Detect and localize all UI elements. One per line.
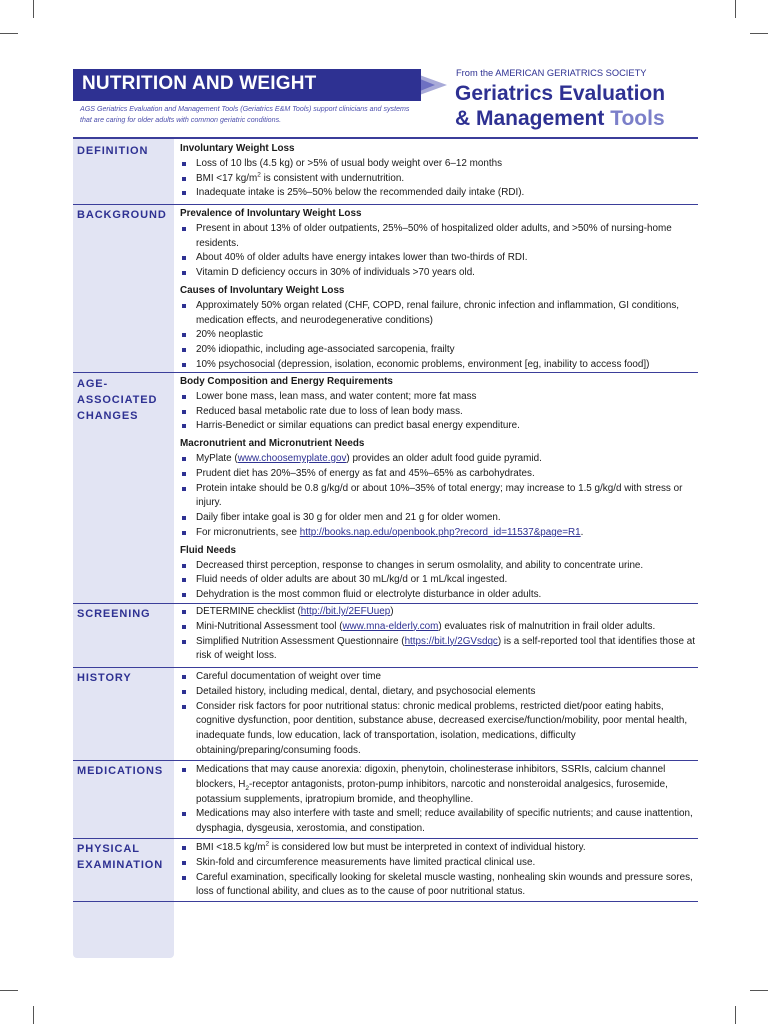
subheading: Body Composition and Energy Requirements — [180, 376, 393, 387]
list-item: Reduced basal metabolic rate due to loss of lean body mass. — [180, 405, 698, 420]
section-label-medications: MEDICATIONS — [77, 765, 164, 777]
list-item: MyPlate (www.choosemyplate.gov) provides an older adult food guide pyramid. — [180, 452, 698, 467]
list-item: Protein intake should be 0.8 g/kg/d or about 10%–35% of total energy; may increase to 1.5 g/kg/d with stress or injury. — [180, 482, 698, 512]
subheading: Causes of Involuntary Weight Loss — [180, 284, 345, 296]
list-item: Dehydration is the most common fluid or electrolyte disturbance in older adults. — [180, 588, 698, 603]
list-item: Lower bone mass, lean mass, and water content; more fat mass — [180, 390, 698, 405]
section-divider — [73, 204, 698, 205]
section-label-background: BACKGROUND — [77, 209, 167, 221]
list-item: Loss of 10 lbs (4.5 kg) or >5% of usual body weight over 6–12 months — [180, 157, 698, 172]
list-item: About 40% of older adults have energy intakes lower than two-thirds of RDI. — [180, 251, 698, 266]
list-item: 20% idiopathic, including age-associated sarcopenia, frailty — [180, 343, 698, 358]
brand-from: From the AMERICAN GERIATRICS SOCIETY — [456, 68, 647, 78]
list-item: Careful examination, specifically looking for skeletal muscle wasting, nonhealing skin wounds and pressure sores, loss of functional ability, and clues as to the cause of poor nutritional status. — [180, 871, 698, 901]
sidebar — [73, 137, 174, 958]
section-divider — [73, 901, 698, 902]
list-item: Prudent diet has 20%–35% of energy as fat and 45%–65% as carbohydrates. — [180, 467, 698, 482]
list-item: Daily fiber intake goal is 30 g for older men and 21 g for older women. — [180, 511, 698, 526]
crop-mark — [750, 990, 768, 991]
section-label-definition: DEFINITION — [77, 145, 149, 157]
section-divider — [73, 760, 698, 761]
page-title: NUTRITION AND WEIGHT — [82, 73, 317, 94]
list-item: For micronutrients, see http://books.nap.edu/openbook.php?record_id=11537&page=R1. — [180, 526, 698, 541]
crop-mark — [33, 1006, 34, 1024]
section-background — [180, 207, 698, 373]
list-item: BMI <18.5 $kg/m^2$ is considered low but must be interpreted in context of individual history. — [180, 841, 698, 856]
subheading: Macronutrient and Micronutrient Needs — [180, 438, 365, 450]
section-divider — [73, 838, 698, 839]
determine-checklist-link[interactable]: http://bit.ly/2EFUuep — [300, 606, 391, 617]
list-item: BMI <17 $kg/m^2$ is consistent with undernutrition. — [180, 172, 698, 187]
choosemyplate-link[interactable]: www.choosemyplate.gov — [237, 452, 347, 464]
crop-mark — [735, 1006, 736, 1024]
mna-elderly-link[interactable]: www.mna-elderly.com — [342, 620, 439, 632]
section-screening — [180, 605, 698, 664]
section-divider — [73, 603, 698, 604]
list-item: Fluid needs of older adults are about 30 mL/kg/d or 1 mL/kcal ingested. — [180, 573, 698, 588]
list-item: 20% neoplastic — [180, 328, 698, 343]
list-item: DETERMINE checklist (http://bit.ly/2EFUuep) — [180, 605, 698, 620]
list-item: Harris-Benedict or similar equations can predict basal energy expenditure. — [180, 419, 698, 434]
section-label-age-changes: AGE- ASSOCIATED CHANGES — [77, 378, 158, 422]
section-label-screening: SCREENING — [77, 608, 151, 620]
list-item: 10% psychosocial (depression, isolation, economic problems, environment [eg, inability to access food]) — [180, 358, 698, 373]
list-item: Careful documentation of weight over time — [180, 670, 698, 685]
section-medications — [180, 763, 698, 837]
crop-mark — [33, 0, 34, 18]
list-item: Medications may also interfere with taste and smell; reduce availability of specific nutrients; and cause inattention, dysphagia, dysgeusia, xerostomia, and constipation. — [180, 807, 698, 837]
list-item: Mini-Nutritional Assessment tool (www.mna-elderly.com) evaluates risk of malnutrition in frail older adults. — [180, 620, 698, 635]
snaq-link[interactable]: https://bit.ly/2GVsdqc — [404, 635, 498, 647]
list-item: Simplified Nutrition Assessment Questionnaire (https://bit.ly/2GVsdqc) is a self-reported tool that identifies those at risk of weight loss. — [180, 635, 698, 665]
crop-mark — [0, 990, 18, 991]
brand-title-line2: & Management Tools — [455, 107, 665, 130]
section-divider — [73, 667, 698, 668]
list-item: Vitamin D deficiency occurs in 30% of individuals >70 years old. — [180, 266, 698, 281]
list-item: Approximately 50% organ related (CHF, COPD, renal failure, chronic infection and inflammation, GI conditions, medication effects, and neurodegenerative conditions) — [180, 299, 698, 329]
subheading: Involuntary Weight Loss — [180, 143, 295, 154]
nap-books-link[interactable]: http://books.nap.edu/openbook.php?record_id=11537&page=R1 — [299, 526, 581, 538]
list-item: Decreased thirst perception, response to changes in serum osmolality, and ability to concentrate urine. — [180, 559, 698, 574]
intro-text: AGS Geriatrics Evaluation and Management Tools (Geriatrics E&M Tools) support clinicians and systems that are caring for older adults with common geriatric conditions. — [80, 105, 410, 124]
subheading: Prevalence of Involuntary Weight Loss — [180, 208, 362, 219]
section-definition — [180, 142, 698, 201]
section-label-history: HISTORY — [77, 672, 132, 684]
crop-mark — [0, 33, 18, 34]
brand-title-line1: Geriatrics Evaluation — [455, 82, 666, 105]
subheading: Fluid Needs — [180, 544, 236, 556]
crop-mark — [735, 0, 736, 18]
section-physical-exam — [180, 841, 698, 900]
list-item: Consider risk factors for poor nutritional status: chronic medical problems, restricted diet/poor eating habits, cognitive dysfunction, poor dentition, substance abuse, decreased exercise/function/mobility, poor mental health, inadequate funds, low education, lack of transportation, isolation, medications, difficulty obtaining/preparing/consuming foods. — [180, 700, 698, 759]
list-item: Present in about 13% of older outpatients, 25%–50% of hospitalized older adults, and >50% of nursing-home residents. — [180, 222, 698, 252]
crop-mark — [750, 33, 768, 34]
section-history — [180, 670, 698, 759]
list-item: Medications that may cause anorexia: digoxin, phenytoin, cholinesterase inhibitors, SSRIs, calcium channel blockers, $H_2$-receptor antagonists, proton-pump inhibitors, narcotic and nonsteroidal analgesics, furosemide, potassium supplements, ipratropium bromide, and theophylline. — [180, 763, 698, 807]
list-item: Inadequate intake is 25%–50% below the recommended daily intake (RDI). — [180, 186, 698, 201]
section-label-physical-exam: PHYSICAL EXAMINATION — [77, 843, 164, 871]
section-divider — [73, 137, 698, 139]
section-age-changes — [180, 375, 698, 603]
list-item: Skin-fold and circumference measurements have limited practical clinical use. — [180, 856, 698, 871]
list-item: Detailed history, including medical, dental, dietary, and psychosocial elements — [180, 685, 698, 700]
